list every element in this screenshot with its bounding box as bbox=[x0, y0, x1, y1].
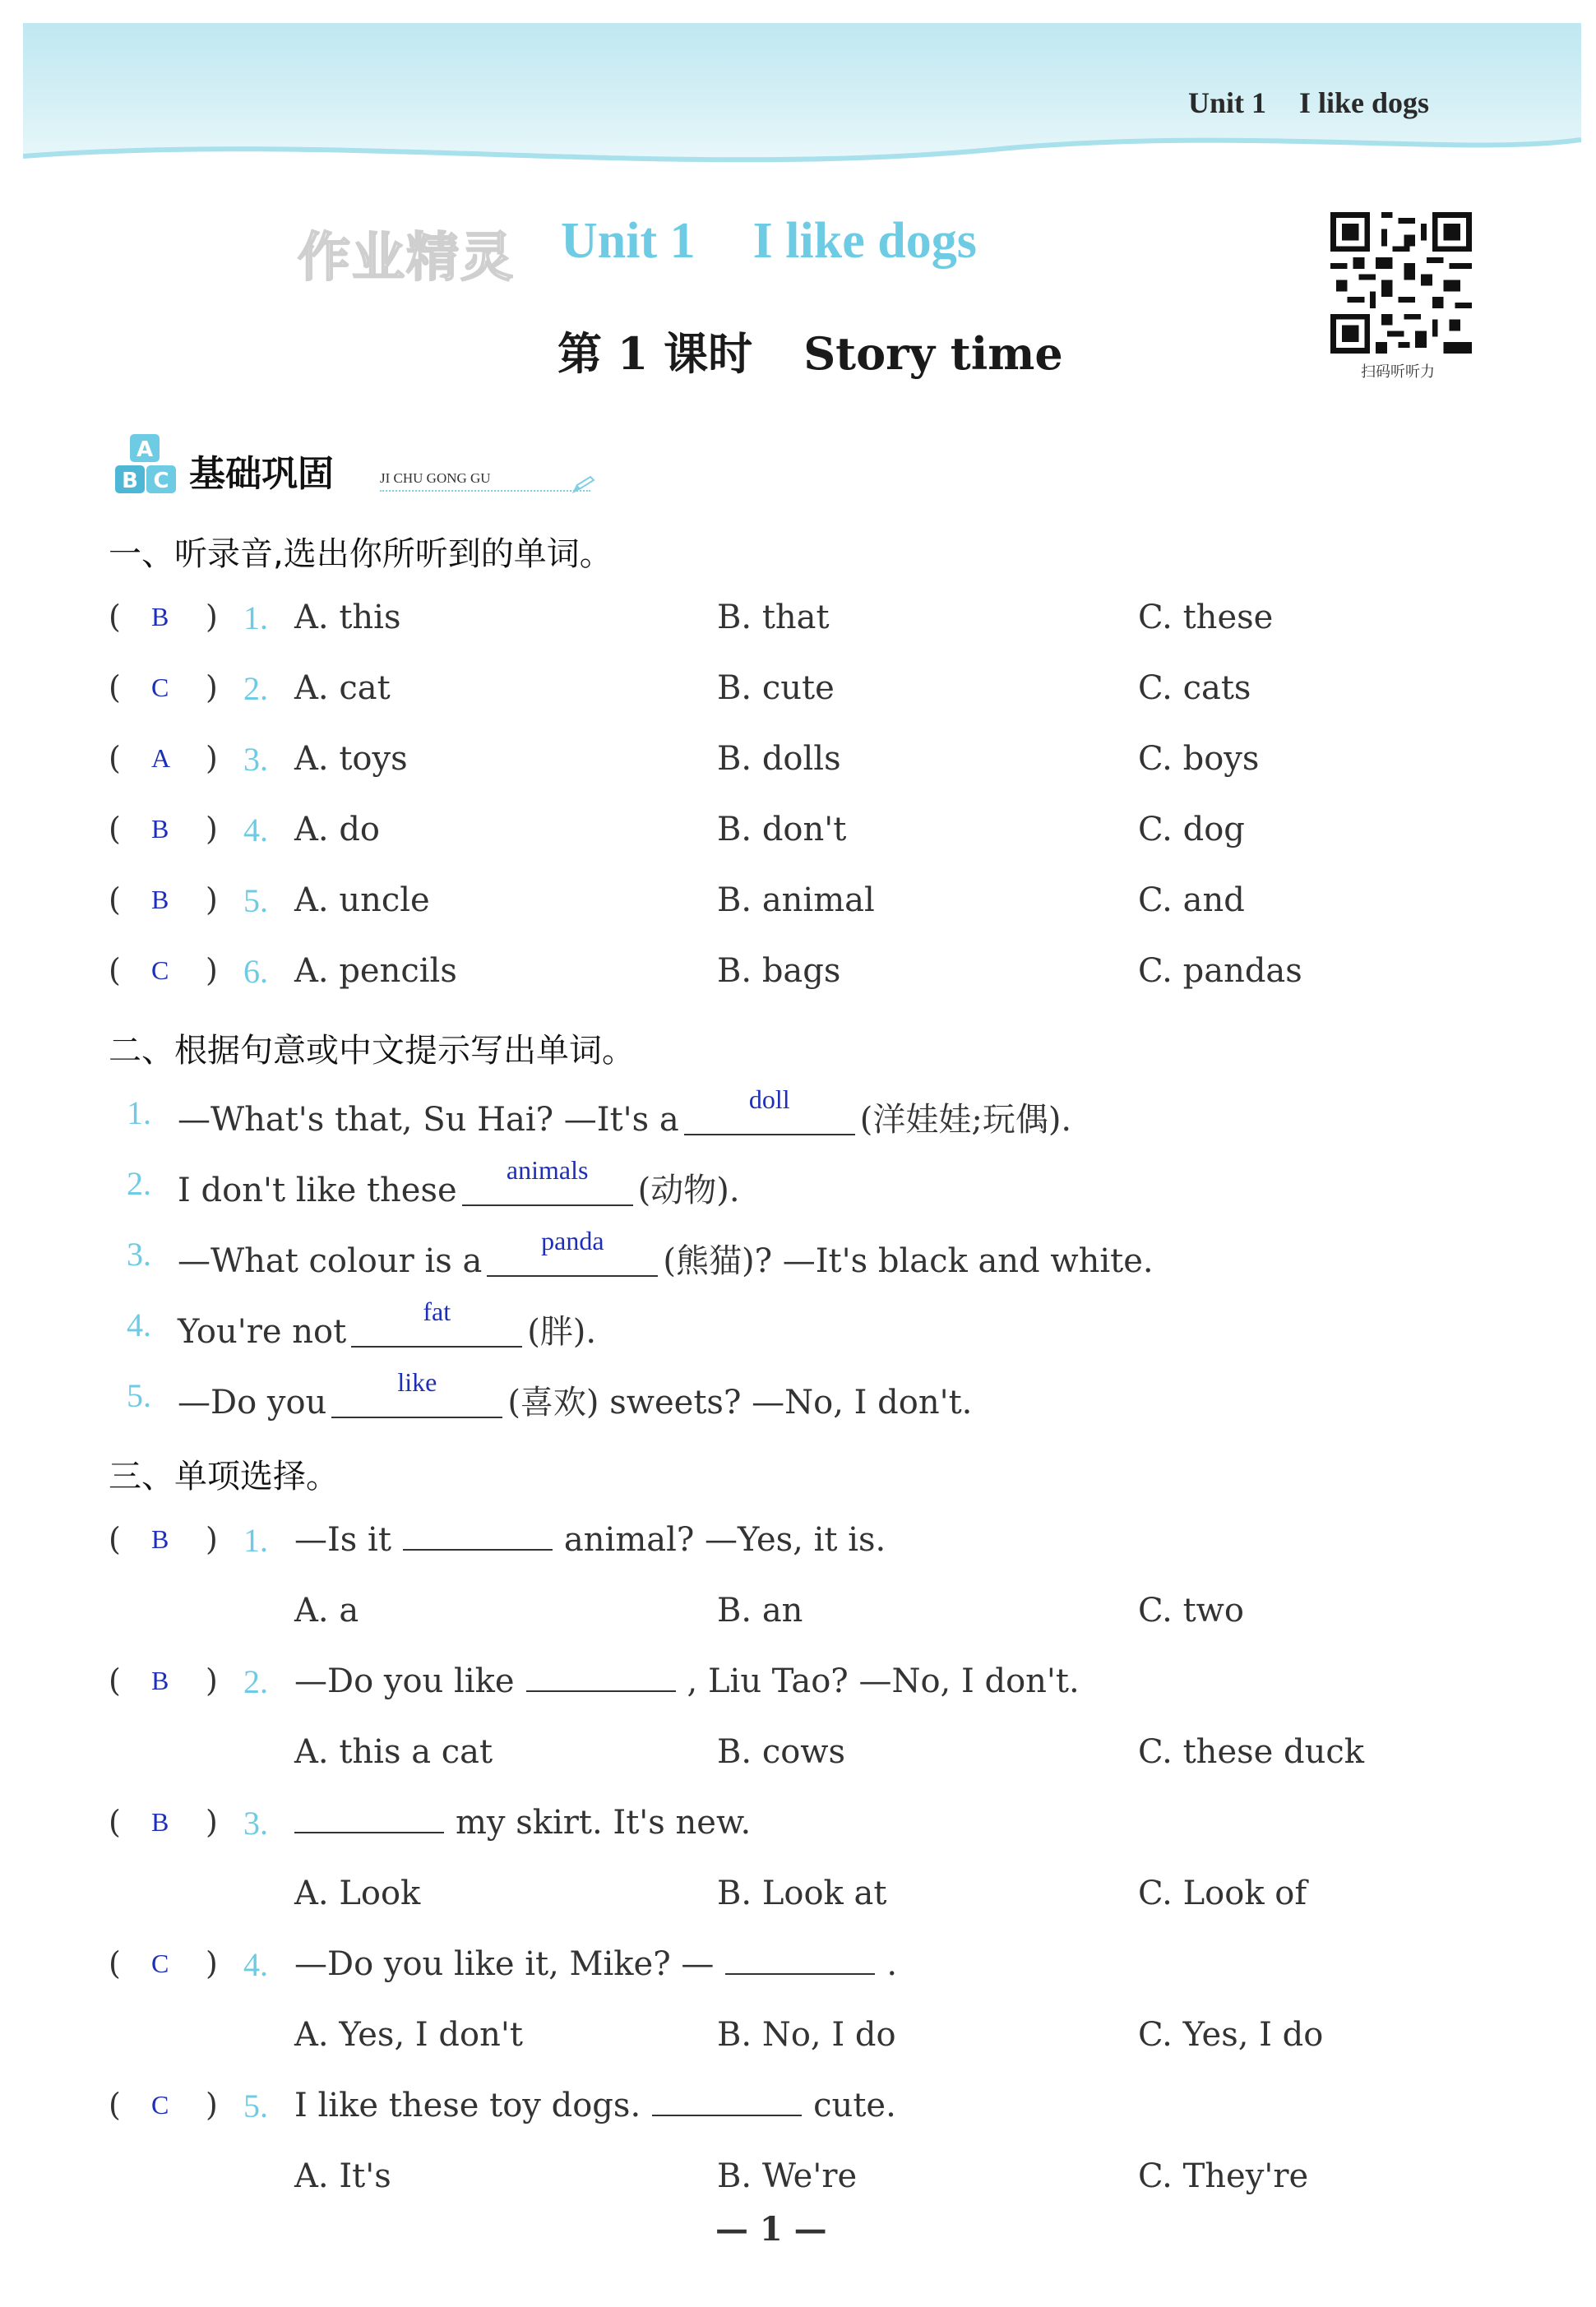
part3-item-4-text-before: —Do you like it, Mike? — bbox=[294, 1945, 715, 1983]
badge-letter-a: A bbox=[136, 437, 154, 462]
paren-open: ( bbox=[109, 740, 121, 776]
blank-line bbox=[487, 1275, 658, 1277]
part1-item-6-option-a: A. pencils bbox=[294, 952, 457, 990]
lesson-title bbox=[557, 319, 1063, 382]
paren-open: ( bbox=[109, 669, 121, 705]
paren-open: ( bbox=[109, 1662, 121, 1699]
blank-line bbox=[351, 1346, 522, 1348]
part3-item-1-answer: B bbox=[151, 1524, 169, 1554]
part1-item-1-option-b: B. that bbox=[717, 599, 830, 636]
part1-item-6-option-c: C. pandas bbox=[1138, 952, 1302, 990]
part2-item-1-sentence bbox=[178, 1084, 1072, 1140]
part2-item-1-blank[interactable] bbox=[684, 1084, 855, 1130]
paren-close: ) bbox=[206, 952, 218, 988]
part2-item-5-sentence bbox=[178, 1367, 973, 1423]
part3-item-2-number: 2. bbox=[243, 1663, 268, 1700]
part1-item-2-answer: C bbox=[151, 673, 169, 702]
part3-item-3-question bbox=[294, 1804, 751, 1842]
part1-item-4-option-c: C. dog bbox=[1138, 811, 1245, 848]
part1-item-6-number: 6. bbox=[243, 953, 268, 990]
part3-item-3-blank[interactable] bbox=[294, 1807, 444, 1833]
paren-open: ( bbox=[109, 599, 121, 635]
part1-item-1-answer: B bbox=[151, 602, 169, 631]
part2-item-2-sentence bbox=[178, 1155, 740, 1211]
part1-item-5-option-a: A. uncle bbox=[294, 881, 430, 919]
unit-name: I like dogs bbox=[752, 213, 977, 269]
blank-line bbox=[684, 1134, 855, 1135]
part2-item-3-blank[interactable] bbox=[487, 1226, 658, 1272]
part3-item-2-text-after: , Liu Tao? —No, I don't. bbox=[687, 1662, 1080, 1700]
part2-item-4-number: 4. bbox=[127, 1306, 151, 1343]
unit-title bbox=[561, 212, 977, 270]
qr-code-icon[interactable] bbox=[1330, 212, 1472, 354]
part3-item-4-number: 4. bbox=[243, 1946, 268, 1983]
paren-close: ) bbox=[206, 1945, 218, 1981]
part3-item-5-text-before: I like these toy dogs. bbox=[294, 2087, 641, 2124]
pencil-icon bbox=[572, 475, 595, 493]
part2-item-4-text-before: You're not bbox=[178, 1313, 347, 1351]
badge-letter-c: C bbox=[153, 469, 169, 493]
section-label: 基础巩固 bbox=[189, 453, 334, 495]
part2-item-3-number: 3. bbox=[127, 1236, 151, 1273]
part1-item-3-number: 3. bbox=[243, 741, 268, 778]
part2-item-1-number: 1. bbox=[127, 1094, 151, 1131]
paren-open: ( bbox=[109, 952, 121, 988]
part3-title: 三、单项选择。 bbox=[109, 1458, 339, 1496]
part1-item-2-number: 2. bbox=[243, 670, 268, 707]
paren-close: ) bbox=[206, 1521, 218, 1557]
part3-item-1-question bbox=[294, 1521, 886, 1559]
page-number: — 1 — bbox=[715, 2210, 827, 2249]
part1-item-5-option-c: C. and bbox=[1138, 881, 1245, 919]
part2-item-2-text-before: I don't like these bbox=[178, 1172, 457, 1209]
part3-item-4-answer: C bbox=[151, 1949, 169, 1978]
part3-item-3-option-c: C. Look of bbox=[1138, 1875, 1307, 1912]
part3-item-4-question bbox=[294, 1945, 897, 1983]
part1-item-6-answer: C bbox=[151, 955, 169, 985]
part1-item-2-option-a: A. cat bbox=[294, 669, 391, 707]
part1-item-5-option-b: B. animal bbox=[717, 881, 875, 919]
part3-item-1-option-a: A. a bbox=[294, 1592, 359, 1630]
part3-item-5-option-a: A. It's bbox=[294, 2157, 391, 2195]
part3-item-3-answer: B bbox=[151, 1807, 169, 1837]
part2-item-1-text-before: —What's that, Su Hai? —It's a bbox=[178, 1101, 679, 1139]
paren-close: ) bbox=[206, 2087, 218, 2123]
abc-blocks-icon bbox=[113, 432, 178, 497]
badge-letter-b: B bbox=[122, 469, 138, 493]
part2-item-2-fill: animals bbox=[506, 1155, 589, 1185]
part3-item-4-option-b: B. No, I do bbox=[717, 2016, 896, 2054]
part1-item-5-number: 5. bbox=[243, 882, 268, 919]
paren-open: ( bbox=[109, 881, 121, 918]
part3-item-2-question bbox=[294, 1662, 1080, 1700]
part1-item-5-answer: B bbox=[151, 885, 169, 914]
lesson-name: Story time bbox=[803, 327, 1063, 380]
paren-close: ) bbox=[206, 1804, 218, 1840]
part1-item-4-number: 4. bbox=[243, 811, 268, 848]
part3-item-1-blank[interactable] bbox=[403, 1524, 553, 1551]
part3-item-5-option-c: C. They're bbox=[1138, 2157, 1309, 2195]
part3-item-2-option-a: A. this a cat bbox=[294, 1733, 493, 1771]
part3-item-2-answer: B bbox=[151, 1666, 169, 1695]
header-wave bbox=[23, 123, 1581, 197]
watermark: 作业精灵 bbox=[298, 228, 515, 289]
part2-item-3-fill: panda bbox=[541, 1226, 604, 1255]
paren-open: ( bbox=[109, 811, 121, 847]
paren-close: ) bbox=[206, 740, 218, 776]
part3-item-5-number: 5. bbox=[243, 2087, 268, 2124]
paren-close: ) bbox=[206, 669, 218, 705]
part3-item-1-text-after: animal? —Yes, it is. bbox=[563, 1521, 886, 1559]
part3-item-3-option-b: B. Look at bbox=[717, 1875, 887, 1912]
lesson-label: 第 1 课时 bbox=[557, 327, 753, 380]
paren-close: ) bbox=[206, 599, 218, 635]
part3-item-3-option-a: A. Look bbox=[294, 1875, 421, 1912]
paren-open: ( bbox=[109, 2087, 121, 2123]
paren-close: ) bbox=[206, 1662, 218, 1699]
part2-item-5-blank[interactable] bbox=[331, 1367, 502, 1413]
part1-item-3-answer: A bbox=[151, 743, 171, 773]
running-unit: Unit 1 bbox=[1188, 86, 1267, 119]
section-pinyin: JI CHU GONG GU bbox=[380, 470, 491, 486]
paren-close: ) bbox=[206, 881, 218, 918]
part1-item-6-option-b: B. bags bbox=[717, 952, 841, 990]
part2-item-2-number: 2. bbox=[127, 1165, 151, 1202]
part2-item-5-number: 5. bbox=[127, 1377, 151, 1414]
part3-item-1-option-c: C. two bbox=[1138, 1592, 1245, 1630]
part1-item-4-option-b: B. don't bbox=[717, 811, 847, 848]
part2-item-1-fill: doll bbox=[748, 1084, 790, 1114]
part3-item-2-option-c: C. these duck bbox=[1138, 1733, 1365, 1771]
part1-title: 一、听录音,选出你所听到的单词。 bbox=[109, 535, 613, 573]
part3-item-4-option-a: A. Yes, I don't bbox=[294, 2016, 523, 2054]
part2-item-1-text-after: (洋娃娃;玩偶). bbox=[859, 1101, 1072, 1139]
part3-item-4-blank[interactable] bbox=[725, 1949, 875, 1975]
part1-item-1-option-a: A. this bbox=[294, 599, 401, 636]
running-title: I like dogs bbox=[1299, 86, 1430, 119]
blank-line bbox=[462, 1204, 633, 1206]
part3-item-2-blank[interactable] bbox=[526, 1666, 676, 1692]
part3-item-5-blank[interactable] bbox=[652, 2090, 802, 2116]
part3-item-1-number: 1. bbox=[243, 1522, 268, 1559]
part2-item-5-fill: like bbox=[397, 1367, 437, 1397]
part3-item-2-option-b: B. cows bbox=[717, 1733, 846, 1771]
part3-item-5-text-after: cute. bbox=[813, 2087, 896, 2124]
section-divider bbox=[380, 490, 590, 492]
paren-open: ( bbox=[109, 1521, 121, 1557]
unit-label: Unit 1 bbox=[561, 213, 696, 269]
part2-item-4-text-after: (胖). bbox=[527, 1313, 597, 1351]
paren-close: ) bbox=[206, 811, 218, 847]
part3-item-3-text-after: my skirt. It's new. bbox=[456, 1804, 752, 1842]
part2-item-5-text-after: (喜欢) sweets? —No, I don't. bbox=[507, 1384, 973, 1422]
part1-item-2-option-c: C. cats bbox=[1138, 669, 1251, 707]
part1-item-3-option-b: B. dolls bbox=[717, 740, 841, 778]
part2-item-3-text-before: —What colour is a bbox=[178, 1242, 483, 1280]
part1-item-2-option-b: B. cute bbox=[717, 669, 835, 707]
part3-item-5-option-b: B. We're bbox=[717, 2157, 858, 2195]
part2-item-3-text-after: (熊猫)? —It's black and white. bbox=[663, 1242, 1154, 1280]
part2-item-5-text-before: —Do you bbox=[178, 1384, 327, 1422]
part3-item-3-number: 3. bbox=[243, 1805, 268, 1842]
part2-item-2-text-after: (动物). bbox=[637, 1172, 740, 1209]
part3-item-1-option-b: B. an bbox=[717, 1592, 803, 1630]
paren-open: ( bbox=[109, 1945, 121, 1981]
part3-item-5-answer: C bbox=[151, 2090, 169, 2120]
part2-item-4-fill: fat bbox=[423, 1297, 451, 1326]
part3-item-5-question bbox=[294, 2087, 896, 2124]
part2-title: 二、根据句意或中文提示写出单词。 bbox=[109, 1032, 635, 1070]
part2-item-3-sentence bbox=[178, 1226, 1154, 1282]
part1-item-1-number: 1. bbox=[243, 599, 268, 636]
part1-item-4-answer: B bbox=[151, 814, 169, 844]
part2-item-4-blank[interactable] bbox=[351, 1297, 522, 1343]
part3-item-4-option-c: C. Yes, I do bbox=[1138, 2016, 1324, 2054]
part1-item-3-option-a: A. toys bbox=[294, 740, 408, 778]
part3-item-2-text-before: —Do you like bbox=[294, 1662, 515, 1700]
paren-open: ( bbox=[109, 1804, 121, 1840]
running-head bbox=[1188, 86, 1429, 120]
part1-item-4-option-a: A. do bbox=[294, 811, 381, 848]
blank-line bbox=[331, 1417, 502, 1418]
part2-item-2-blank[interactable] bbox=[462, 1155, 633, 1201]
part3-item-1-text-before: —Is it bbox=[294, 1521, 391, 1559]
part3-item-4-text-after: . bbox=[886, 1945, 898, 1983]
part2-item-4-sentence bbox=[178, 1297, 597, 1352]
qr-caption: 扫码听听力 bbox=[1361, 363, 1435, 381]
part1-item-3-option-c: C. boys bbox=[1138, 740, 1260, 778]
part1-item-1-option-c: C. these bbox=[1138, 599, 1274, 636]
